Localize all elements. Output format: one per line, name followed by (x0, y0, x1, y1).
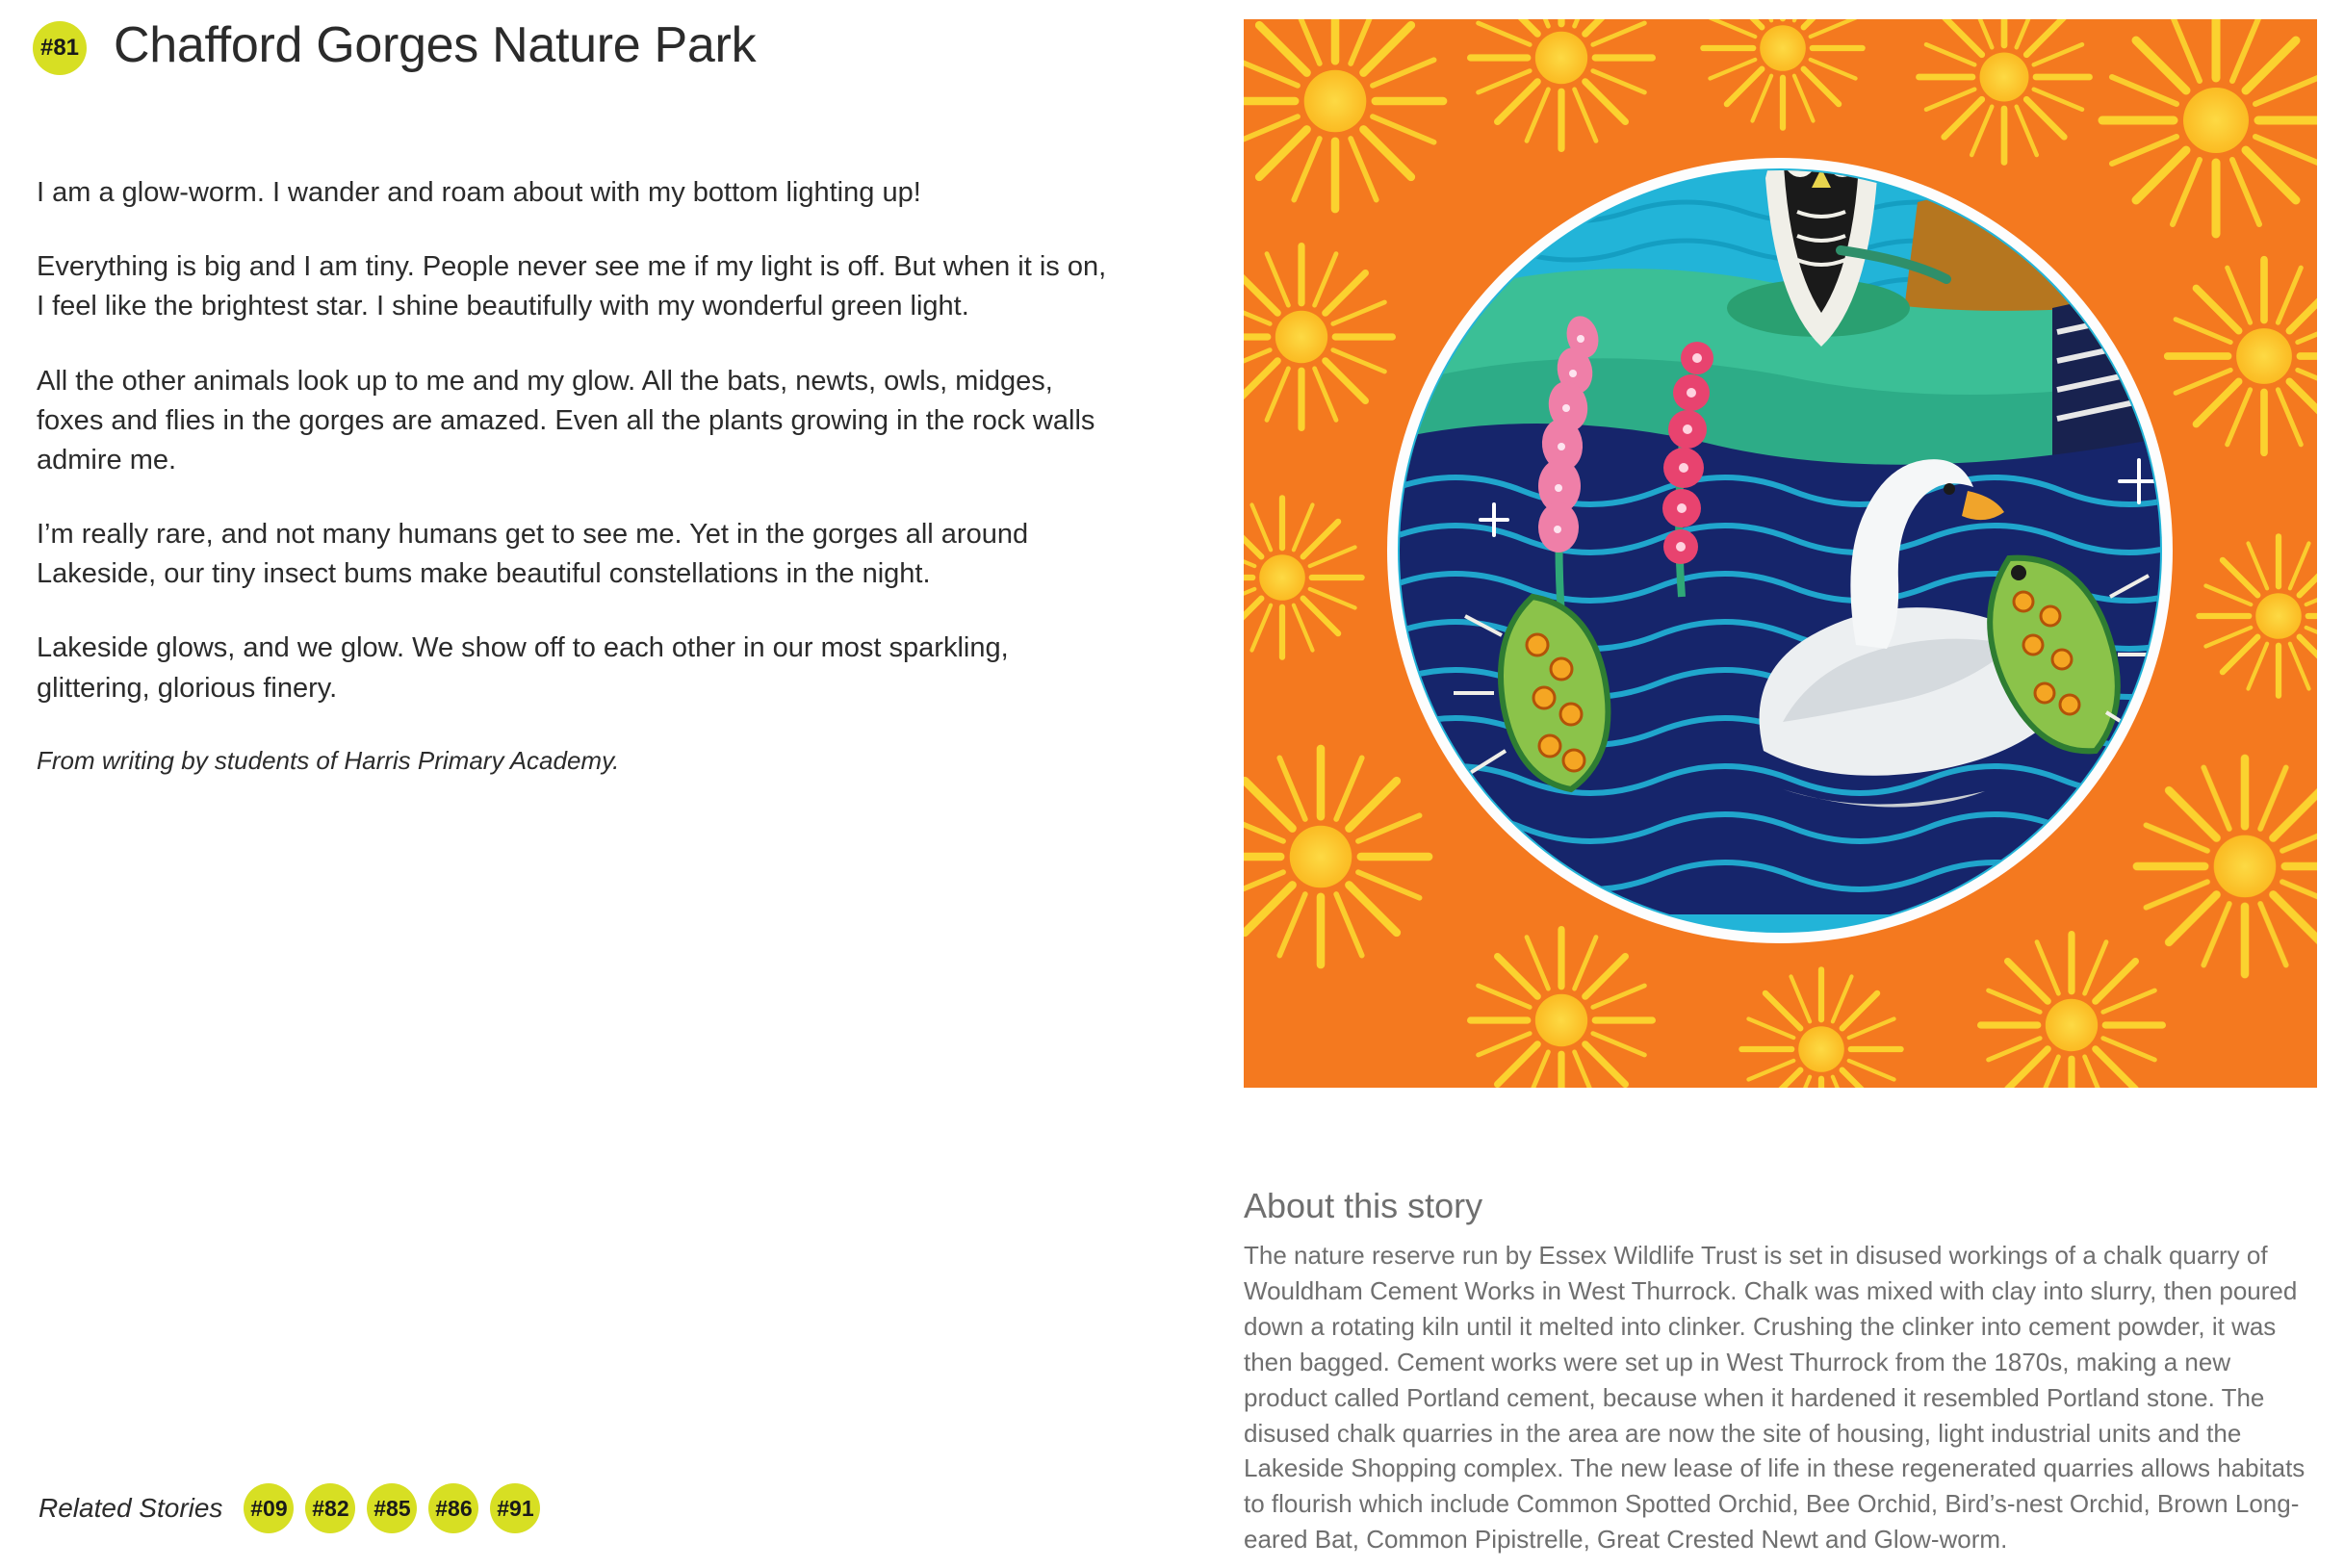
related-story-badge-82[interactable]: #82 (305, 1483, 355, 1533)
story-paragraph: I am a glow-worm. I wander and roam about with my bottom lighting up! (37, 177, 921, 208)
related-story-badge-09[interactable]: #09 (244, 1483, 294, 1533)
related-story-badge-91[interactable]: #91 (490, 1483, 540, 1533)
related-story-badge-85[interactable]: #85 (367, 1483, 417, 1533)
about-title: About this story (1244, 1186, 1483, 1225)
page-header (33, 17, 756, 75)
story-text (37, 173, 1115, 813)
page-title: Chafford Gorges Nature Park (114, 17, 757, 73)
related-stories (39, 1483, 540, 1533)
artwork-container (1244, 19, 2317, 1088)
story-paragraph: Everything is big and I am tiny. People never see me if my light is off. But when it is on, I feel like the brightest star. I shine beautifully with my wonderful green light. (37, 251, 1107, 322)
related-stories-label: Related Stories (39, 1493, 223, 1523)
about-this-story (1244, 1186, 2320, 1557)
swan-and-owl-illustration (1244, 19, 2317, 1088)
related-story-badge-86[interactable]: #86 (428, 1483, 478, 1533)
story-paragraph: I’m really rare, and not many humans get to see me. Yet in the gorges all around Lakeside, our tiny insect bums make beautiful constellations in the night. (37, 519, 1029, 590)
about-body: The nature reserve run by Essex Wildlife Trust is set in disused workings of a chalk quarry of Wouldham Cement Works in West Thurrock. Chalk was mixed with clay into slurry, then poured down a rotating kiln until it melted into clinker. Crushing the clinker into cement powder, it was then bagged. Cement works were set up in West Thurrock from the 1870s, making a new product called Portland cement, because when it hardened it resembled Portland stone. The disused chalk quarries in the area are now the site of housing, light industrial units and the Lakeside Shopping complex. The new lease of life in these regenerated quarries allows habitats to flourish which include Common Spotted Orchid, Bee Orchid, Bird’s-nest Orchid, Brown Long-eared Bat, Common Pipistrelle, Great Crested Newt and Glow-worm. (1244, 1241, 2305, 1555)
story-number-badge: #81 (33, 21, 87, 75)
story-paragraph: Lakeside glows, and we glow. We show off to each other in our most sparkling, glittering, glorious finery. (37, 632, 1009, 704)
story-attribution: From writing by students of Harris Primary Academy. (37, 745, 620, 775)
story-paragraph: All the other animals look up to me and my glow. All the bats, newts, owls, midges, foxes and flies in the gorges are amazed. Even all the plants growing in the rock walls admire me. (37, 365, 1095, 476)
